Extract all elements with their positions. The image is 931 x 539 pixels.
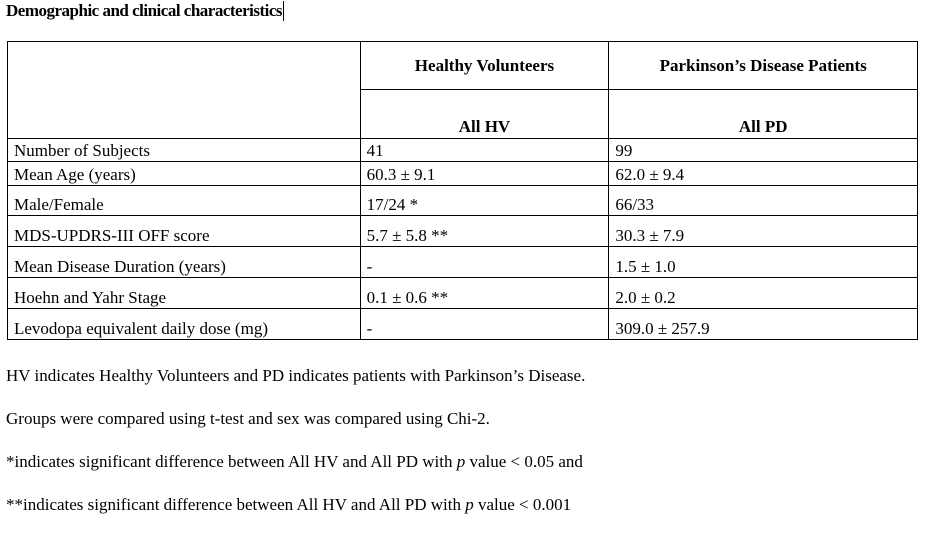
header-empty-cell [8,42,361,139]
table-row [8,247,918,278]
header-all-hv: All HV [360,90,609,139]
pd-value: 30.3 ± 7.9 [609,216,918,247]
hv-value: 41 [360,139,609,162]
row-label: Levodopa equivalent daily dose (mg) [8,309,361,340]
note-text: **indicates significant difference between All HV and All PD with [6,495,466,514]
characteristics-table [7,41,918,340]
header-pd-patients: Parkinson’s Disease Patients [609,42,918,90]
hv-value: 60.3 ± 9.1 [360,162,609,186]
hv-value: - [360,247,609,278]
table-row [8,309,918,340]
pd-value: 99 [609,139,918,162]
row-label: Male/Female [8,186,361,216]
hv-value: 17/24 * [360,186,609,216]
pd-value: 309.0 ± 257.9 [609,309,918,340]
pd-value: 1.5 ± 1.0 [609,247,918,278]
table-row [8,162,918,186]
row-label: Number of Subjects [8,139,361,162]
note-abbreviations: HV indicates Healthy Volunteers and PD indicates patients with Parkinson’s Disease. [6,366,586,385]
row-label: Hoehn and Yahr Stage [8,278,361,309]
table-row [8,139,918,162]
note-text: value < 0.05 and [465,452,583,471]
p-symbol: p [465,495,474,514]
note-significance-1 [6,452,583,472]
hv-value: 0.1 ± 0.6 ** [360,278,609,309]
pd-value: 2.0 ± 0.2 [609,278,918,309]
header-all-pd: All PD [609,90,918,139]
table-row [8,186,918,216]
header-healthy-volunteers: Healthy Volunteers [360,42,609,90]
row-label: Mean Disease Duration (years) [8,247,361,278]
note-text: value < 0.001 [473,495,572,514]
note-text: *indicates significant difference between All HV and All PD with [6,452,457,471]
note-significance-2 [6,495,571,515]
note-methods: Groups were compared using t-test and sex was compared using Chi-2. [6,409,490,428]
table-row [8,216,918,247]
p-symbol: p [456,452,466,471]
pd-value: 62.0 ± 9.4 [609,162,918,186]
row-label: MDS-UPDRS-III OFF score [8,216,361,247]
row-label: Mean Age (years) [8,162,361,186]
hv-value: - [360,309,609,340]
table-row [8,278,918,309]
pd-value: 66/33 [609,186,918,216]
header-row-groups [8,42,918,90]
hv-value: 5.7 ± 5.8 ** [360,216,609,247]
document-title: Demographic and clinical characteristics [6,1,283,20]
